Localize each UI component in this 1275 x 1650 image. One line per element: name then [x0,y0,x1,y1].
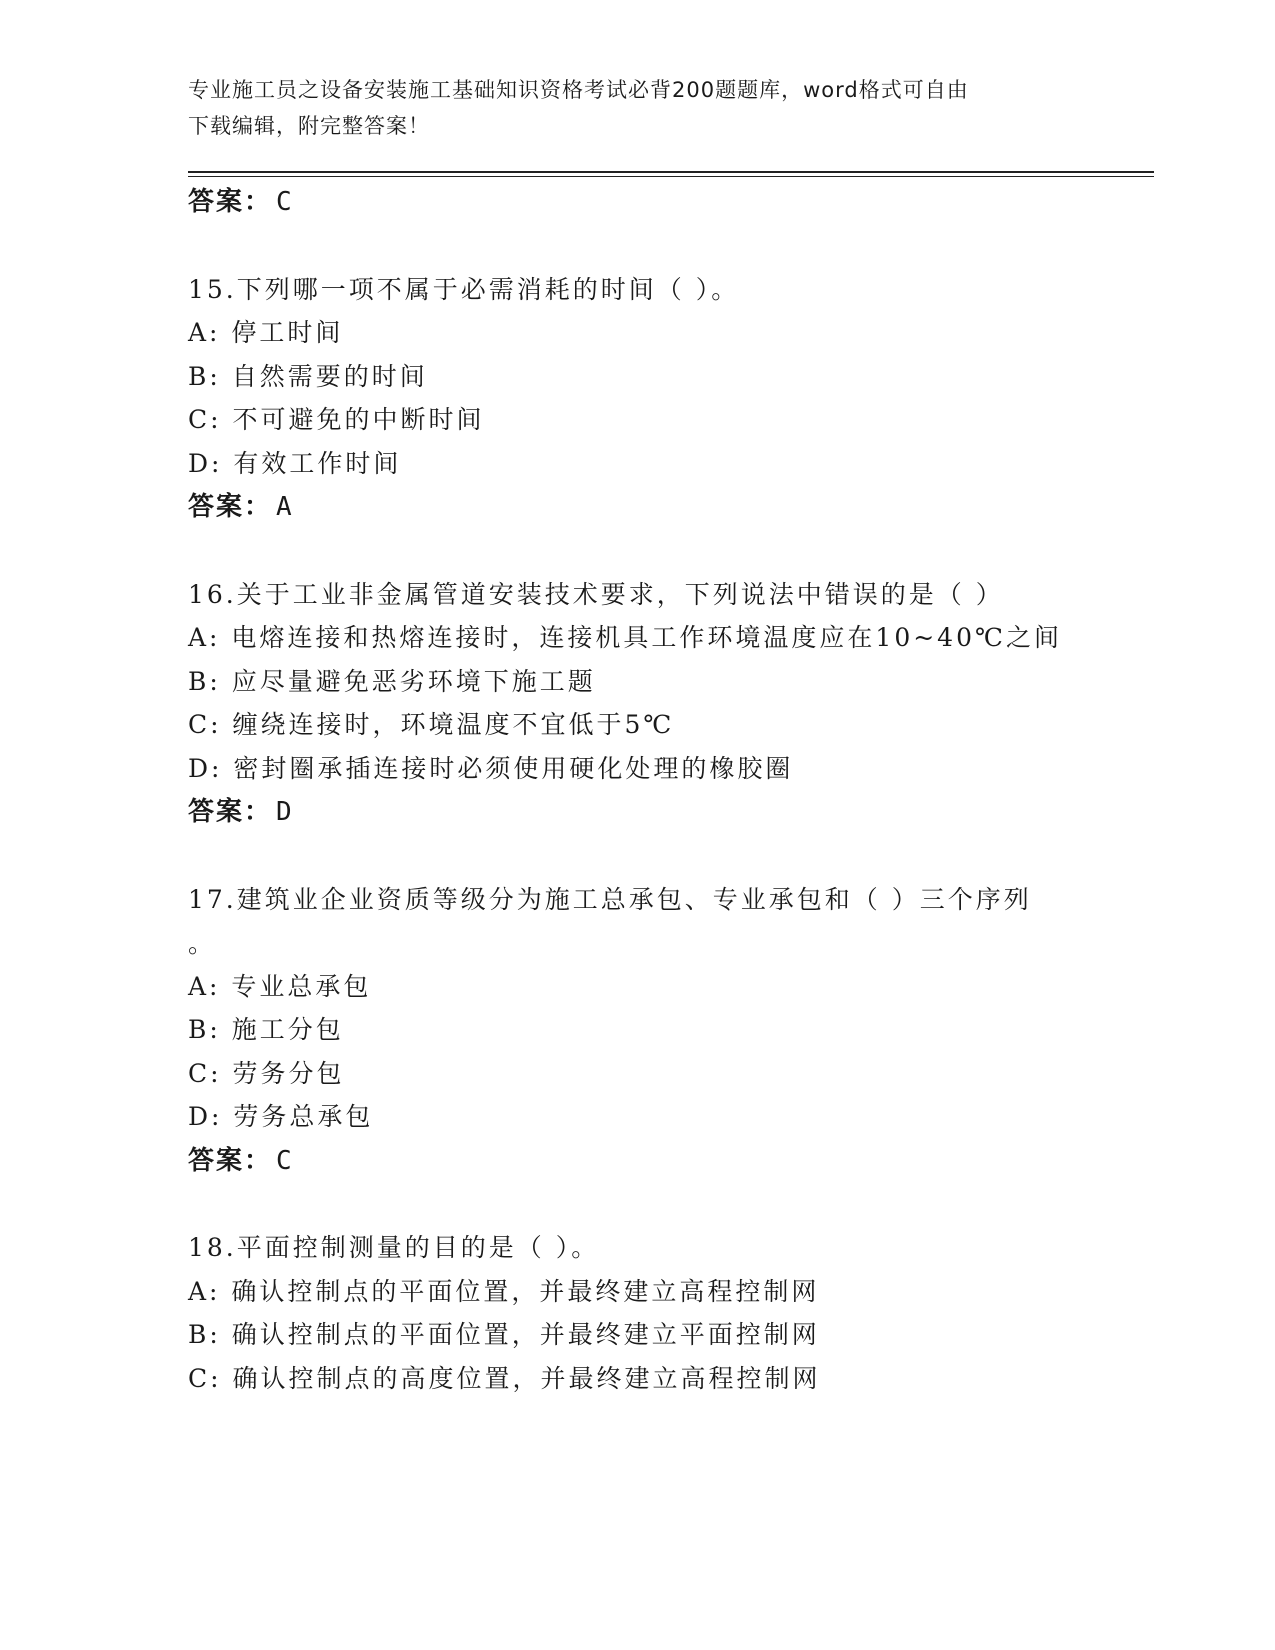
answer-value: D [276,797,294,827]
document-header [188,72,1068,144]
question-option: B: 确认控制点的平面位置，并最终建立平面控制网 [188,1320,820,1349]
answer-line [188,186,294,218]
question-option: D: 有效工作时间 [188,449,402,478]
answer-label: 答案： [188,187,273,217]
answer-label: 答案： [188,797,273,827]
question-option: D: 密封圈承插连接时必须使用硬化处理的橡胶圈 [188,754,794,783]
header-line-1: 专业施工员之设备安装施工基础知识资格考试必背200题题库，word格式可自由 [188,78,969,102]
question-option: C: 劳务分包 [188,1059,345,1088]
question-option: A: 停工时间 [188,318,344,347]
question-stem: 18.平面控制测量的目的是（ ）。 [188,1233,600,1262]
question-stem: 17.建筑业企业资质等级分为施工总承包、专业承包和（ ）三个序列 [188,885,1032,914]
question-stem-continuation: 。 [188,929,217,958]
header-rule-top [188,171,1154,173]
question-stem: 15.下列哪一项不属于必需消耗的时间（ ）。 [188,275,740,304]
answer-value: A [276,492,294,522]
header-rule-bottom [188,176,1154,177]
question-option: B: 施工分包 [188,1015,344,1044]
answer-value: C [276,1146,294,1176]
header-line-2: 下载编辑，附完整答案！ [188,114,430,138]
answer-line [188,1145,294,1177]
answer-value: C [276,187,294,217]
question-option: D: 劳务总承包 [188,1102,374,1131]
question-option: A: 确认控制点的平面位置，并最终建立高程控制网 [188,1277,820,1306]
question-option: C: 不可避免的中断时间 [188,405,485,434]
question-option: C: 缠绕连接时，环境温度不宜低于5℃ [188,710,675,739]
answer-line [188,491,294,523]
answer-label: 答案： [188,1146,273,1176]
question-option: A: 专业总承包 [188,972,372,1001]
answer-label: 答案： [188,492,273,522]
question-option: C: 确认控制点的高度位置，并最终建立高程控制网 [188,1364,821,1393]
question-option: B: 应尽量避免恶劣环境下施工题 [188,667,596,696]
question-option: A: 电熔连接和热熔连接时，连接机具工作环境温度应在10~40℃之间 [188,623,1062,652]
answer-line [188,796,294,828]
question-option: B: 自然需要的时间 [188,362,428,391]
question-stem: 16.关于工业非金属管道安装技术要求，下列说法中错误的是（ ） [188,580,1004,609]
